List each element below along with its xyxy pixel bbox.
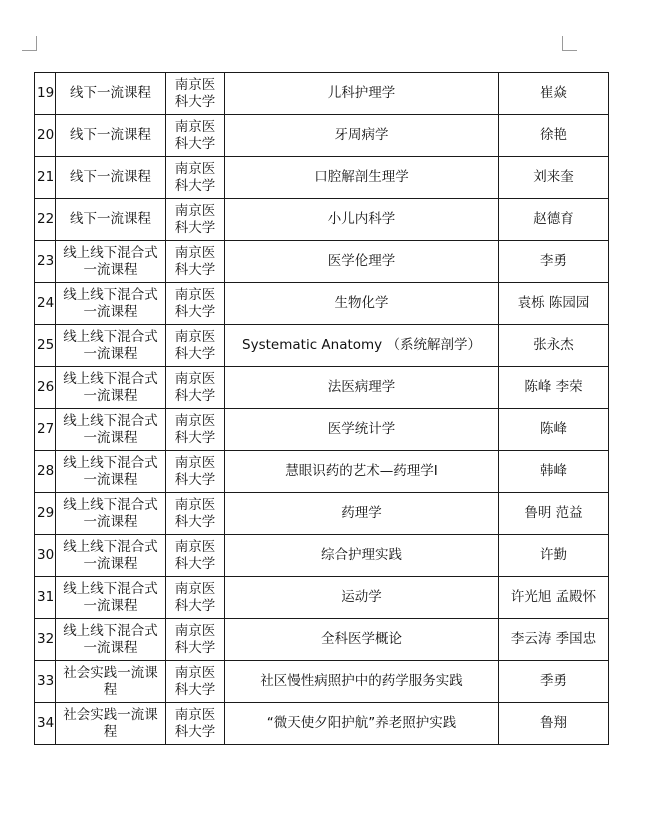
row-number: 22: [35, 199, 56, 241]
course-name: 药理学: [225, 493, 499, 535]
course-type-line: 程: [103, 723, 118, 740]
course-type-cell: [56, 661, 166, 703]
school-line: 科大学: [174, 681, 216, 698]
crop-mark-top-right: [562, 36, 577, 51]
course-type-line: 线上线下混合式: [63, 622, 158, 639]
table-row: [35, 493, 609, 535]
course-type-line: 一流课程: [83, 345, 138, 362]
school-line: 科大学: [174, 723, 216, 740]
school-line: 科大学: [174, 177, 216, 194]
course-name: Systematic Anatomy （系统解剖学）: [225, 325, 499, 367]
course-leader: 陈峰: [499, 409, 609, 451]
school-line: 南京医: [174, 370, 216, 387]
school-line: 科大学: [174, 639, 216, 656]
course-type-line: 一流课程: [83, 471, 138, 488]
course-type-line: 一流课程: [83, 513, 138, 530]
course-leader: 赵德育: [499, 199, 609, 241]
row-number: 21: [35, 157, 56, 199]
course-type-line: 线上线下混合式: [63, 538, 158, 555]
school-line: 南京医: [174, 160, 216, 177]
course-rows: [35, 73, 609, 745]
school-line: 南京医: [174, 202, 216, 219]
course-type-line: 一流课程: [83, 261, 138, 278]
row-number: 19: [35, 73, 56, 115]
row-number: 23: [35, 241, 56, 283]
course-leader: 鲁翔: [499, 703, 609, 745]
school-cell: [166, 115, 225, 157]
row-number: 31: [35, 577, 56, 619]
course-leader: 许勤: [499, 535, 609, 577]
course-leader: 崔焱: [499, 73, 609, 115]
course-leader: 徐艳: [499, 115, 609, 157]
course-type-line: 社会实践一流课: [63, 706, 158, 723]
school-line: 科大学: [174, 303, 216, 320]
row-number: 34: [35, 703, 56, 745]
school-cell: [166, 283, 225, 325]
course-type-line: 程: [103, 681, 118, 698]
course-type-line: 线上线下混合式: [63, 580, 158, 597]
row-number: 30: [35, 535, 56, 577]
school-line: 南京医: [174, 244, 216, 261]
crop-mark-top-left: [22, 36, 37, 51]
school-cell: [166, 157, 225, 199]
school-line: 南京医: [174, 328, 216, 345]
school-line: 南京医: [174, 496, 216, 513]
row-number: 29: [35, 493, 56, 535]
course-name: 慧眼识药的艺术—药理学I: [225, 451, 499, 493]
row-number: 27: [35, 409, 56, 451]
table-row: [35, 115, 609, 157]
course-name: 法医病理学: [225, 367, 499, 409]
course-type-line: 线上线下混合式: [63, 328, 158, 345]
course-name: 医学伦理学: [225, 241, 499, 283]
table-row: [35, 157, 609, 199]
course-type-line: 一流课程: [83, 387, 138, 404]
table-row: [35, 451, 609, 493]
course-type-cell: [56, 325, 166, 367]
row-number: 24: [35, 283, 56, 325]
school-cell: [166, 241, 225, 283]
course-name: 牙周病学: [225, 115, 499, 157]
course-type-line: 线下一流课程: [70, 127, 151, 143]
course-type-line: 一流课程: [83, 639, 138, 656]
school-line: 科大学: [174, 345, 216, 362]
course-list-table: [34, 72, 609, 745]
course-type-line: 社会实践一流课: [63, 664, 158, 681]
course-type-cell: [56, 409, 166, 451]
course-name: 生物化学: [225, 283, 499, 325]
course-name: 全科医学概论: [225, 619, 499, 661]
course-type-cell: [56, 367, 166, 409]
table-row: [35, 325, 609, 367]
school-line: 南京医: [174, 76, 216, 93]
course-leader: 陈峰 李荣: [499, 367, 609, 409]
school-cell: [166, 451, 225, 493]
table-row: [35, 703, 609, 745]
school-line: 科大学: [174, 219, 216, 236]
school-cell: [166, 409, 225, 451]
course-type-cell: [56, 73, 166, 115]
school-cell: [166, 535, 225, 577]
course-type-cell: [56, 115, 166, 157]
table-row: [35, 241, 609, 283]
school-line: 科大学: [174, 597, 216, 614]
course-type-line: 线下一流课程: [70, 169, 151, 185]
row-number: 25: [35, 325, 56, 367]
course-type-line: 一流课程: [83, 597, 138, 614]
school-line: 科大学: [174, 135, 216, 152]
row-number: 33: [35, 661, 56, 703]
course-type-cell: [56, 283, 166, 325]
course-name: 社区慢性病照护中的药学服务实践: [225, 661, 499, 703]
school-line: 南京医: [174, 538, 216, 555]
course-name: “微天使夕阳护航”养老照护实践: [225, 703, 499, 745]
course-type-line: 线下一流课程: [70, 85, 151, 101]
course-type-line: 一流课程: [83, 429, 138, 446]
course-type-line: 线上线下混合式: [63, 496, 158, 513]
school-cell: [166, 73, 225, 115]
course-type-cell: [56, 577, 166, 619]
table-row: [35, 283, 609, 325]
row-number: 20: [35, 115, 56, 157]
course-type-line: 线上线下混合式: [63, 454, 158, 471]
course-name: 运动学: [225, 577, 499, 619]
table-row: [35, 535, 609, 577]
course-type-cell: [56, 157, 166, 199]
course-type-line: 一流课程: [83, 303, 138, 320]
course-type-line: 线上线下混合式: [63, 244, 158, 261]
school-line: 南京医: [174, 286, 216, 303]
course-type-line: 一流课程: [83, 555, 138, 572]
course-name: 口腔解剖生理学: [225, 157, 499, 199]
school-cell: [166, 577, 225, 619]
school-line: 南京医: [174, 706, 216, 723]
course-type-cell: [56, 703, 166, 745]
course-name: 医学统计学: [225, 409, 499, 451]
course-type-cell: [56, 199, 166, 241]
course-type-cell: [56, 619, 166, 661]
school-cell: [166, 619, 225, 661]
school-cell: [166, 367, 225, 409]
course-type-line: 线下一流课程: [70, 211, 151, 227]
table-row: [35, 73, 609, 115]
course-leader: 李云涛 季国忠: [499, 619, 609, 661]
school-line: 科大学: [174, 513, 216, 530]
course-leader: 许光旭 孟殿怀: [499, 577, 609, 619]
table-row: [35, 661, 609, 703]
course-name: 小儿内科学: [225, 199, 499, 241]
table-row: [35, 409, 609, 451]
school-line: 科大学: [174, 471, 216, 488]
school-cell: [166, 325, 225, 367]
school-cell: [166, 199, 225, 241]
course-leader: 鲁明 范益: [499, 493, 609, 535]
school-line: 科大学: [174, 555, 216, 572]
school-line: 南京医: [174, 622, 216, 639]
school-cell: [166, 493, 225, 535]
table-row: [35, 619, 609, 661]
course-leader: 袁栎 陈园园: [499, 283, 609, 325]
row-number: 32: [35, 619, 56, 661]
school-line: 科大学: [174, 93, 216, 110]
course-type-cell: [56, 493, 166, 535]
school-line: 科大学: [174, 387, 216, 404]
course-type-cell: [56, 451, 166, 493]
school-cell: [166, 661, 225, 703]
course-type-cell: [56, 241, 166, 283]
course-leader: 季勇: [499, 661, 609, 703]
table-row: [35, 577, 609, 619]
course-type-line: 线上线下混合式: [63, 412, 158, 429]
course-name: 综合护理实践: [225, 535, 499, 577]
course-leader: 刘来奎: [499, 157, 609, 199]
school-line: 南京医: [174, 454, 216, 471]
school-line: 南京医: [174, 118, 216, 135]
course-type-line: 线上线下混合式: [63, 370, 158, 387]
row-number: 28: [35, 451, 56, 493]
course-name: 儿科护理学: [225, 73, 499, 115]
school-line: 南京医: [174, 412, 216, 429]
table-row: [35, 199, 609, 241]
course-type-cell: [56, 535, 166, 577]
school-line: 南京医: [174, 580, 216, 597]
school-cell: [166, 703, 225, 745]
course-leader: 张永杰: [499, 325, 609, 367]
row-number: 26: [35, 367, 56, 409]
course-leader: 李勇: [499, 241, 609, 283]
school-line: 科大学: [174, 261, 216, 278]
course-leader: 韩峰: [499, 451, 609, 493]
school-line: 南京医: [174, 664, 216, 681]
course-type-line: 线上线下混合式: [63, 286, 158, 303]
table-row: [35, 367, 609, 409]
school-line: 科大学: [174, 429, 216, 446]
